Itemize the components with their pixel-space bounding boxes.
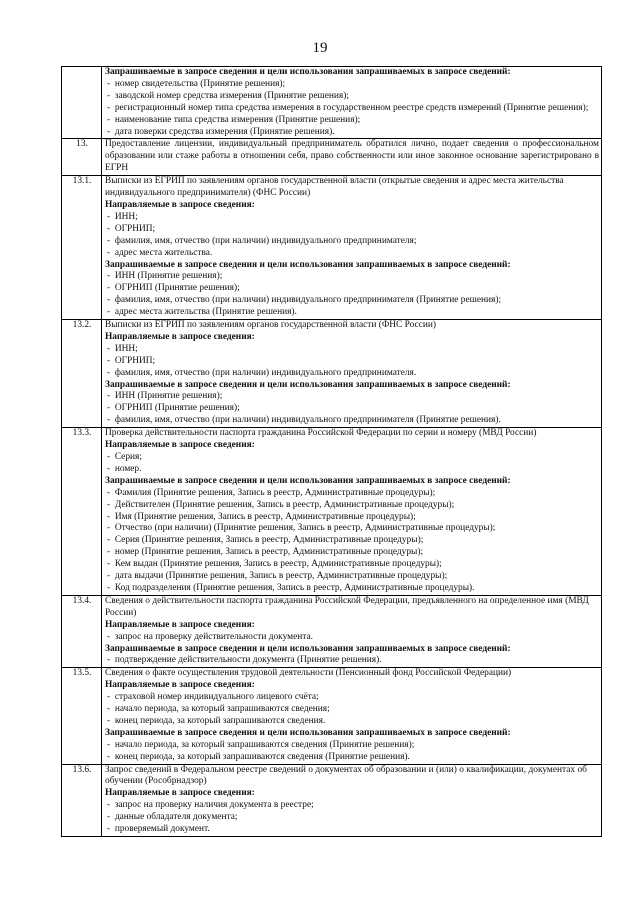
list-item: - адрес места жительства. <box>105 248 599 260</box>
list-item: - начало периода, за который запрашиваются сведения; <box>105 704 599 716</box>
section-heading: Запрашиваемые в запросе сведения и цели использования запрашиваемых в запросе сведений: <box>105 259 511 270</box>
list-item: - ИНН (Принятие решения); <box>105 391 599 403</box>
item-description <box>102 67 602 139</box>
list-item: - ОГРНИП; <box>105 356 599 368</box>
list-item: - дата выдачи (Принятие решения, Запись в реестр, Административные процедуры); <box>105 571 599 583</box>
list-item: - ОГРНИП (Принятие решения); <box>105 403 599 415</box>
list-item: - проверяемый документ. <box>105 824 599 836</box>
list-item: - дата поверки средства измерения (Принятие решения). <box>105 127 599 139</box>
table-row <box>62 428 602 596</box>
list-item: - Отчество (при наличии) (Принятие решения, Запись в реестр, Административные процедуры); <box>105 523 599 535</box>
list-item: - фамилия, имя, отчество (при наличии) индивидуального предпринимателя; <box>105 236 599 248</box>
list-item: - регистрационный номер типа средства измерения в государственном реестре средств измерений (Принятие решения); <box>105 103 599 115</box>
section-heading: Направляемые в запросе сведения: <box>105 619 255 630</box>
section-heading: Направляемые в запросе сведения: <box>105 331 255 342</box>
table-row <box>62 320 602 428</box>
section-heading: Запрашиваемые в запросе сведения и цели использования запрашиваемых в запросе сведений: <box>105 643 511 654</box>
text-line: Проверка действительности паспорта гражданина Российской Федерации по серии и номеру (МВД России) <box>105 428 537 439</box>
list-item: - запрос на проверку наличия документа в реестре; <box>105 800 599 812</box>
table-body <box>62 67 602 837</box>
item-description <box>102 428 602 596</box>
page-number: 19 <box>312 40 328 56</box>
table-row <box>62 139 602 176</box>
table-row <box>62 764 602 836</box>
list-item: - данные обладателя документа; <box>105 812 599 824</box>
list-item: - Действителен (Принятие решения, Запись в реестр, Административные процедуры); <box>105 500 599 512</box>
text-line: Предоставление лицензии, индивидуальный предприниматель обратился лично, подает сведения о профессиональном образовании или стаже работы в отношении себя, право собственности или иное законное основание зарегистрировано в ЕГРН <box>105 139 599 174</box>
text-line: Сведения о действительности паспорта гражданина Российской Федерации, предъявленного на определенное имя (МВД России) <box>105 595 589 618</box>
item-number: 13.3. <box>62 428 102 596</box>
text-line: Запрос сведений в Федеральном реестре сведений о документах об образовании и (или) о квалификации, документах об обучении (Рособрнадзор) <box>105 764 587 787</box>
list-item: - ИНН; <box>105 344 599 356</box>
section-heading: Запрашиваемые в запросе сведения и цели использования запрашиваемых в запросе сведений: <box>105 727 511 738</box>
text-line: Сведения о факте осуществления трудовой деятельности (Пенсионный фонд Российской Федерации) <box>105 668 512 679</box>
list-item: - фамилия, имя, отчество (при наличии) индивидуального предпринимателя (Принятие решения). <box>105 415 599 427</box>
item-number: 13.2. <box>62 320 102 428</box>
list-item: - Фамилия (Принятие решения, Запись в реестр, Административные процедуры); <box>105 488 599 500</box>
table-row <box>62 668 602 764</box>
section-heading: Направляемые в запросе сведения: <box>105 788 255 799</box>
list-item: - Кем выдан (Принятие решения, Запись в реестр, Административные процедуры); <box>105 559 599 571</box>
section-heading: Запрашиваемые в запросе сведения и цели использования запрашиваемых в запросе сведений: <box>105 379 511 390</box>
list-item: - ОГРНИП (Принятие решения); <box>105 283 599 295</box>
list-item: - начало периода, за который запрашиваются сведения (Принятие решения); <box>105 740 599 752</box>
item-number: 13.5. <box>62 668 102 764</box>
item-number: 13.1. <box>62 176 102 320</box>
text-line: Выписки из ЕГРИП по заявлениям органов государственной власти (открытые сведения и адрес места жительства индивидуального предпринимателя) (ФНС России) <box>105 176 564 199</box>
list-item: - номер (Принятие решения, Запись в реестр, Административные процедуры); <box>105 547 599 559</box>
list-item: - заводской номер средства измерения (Принятие решения); <box>105 91 599 103</box>
list-item: - номер свидетельства (Принятие решения); <box>105 79 599 91</box>
item-number: 13. <box>62 139 102 176</box>
list-item: - конец периода, за который запрашиваются сведения. <box>105 716 599 728</box>
list-item: - Код подразделения (Принятие решения, Запись в реестр, Административные процедуры). <box>105 583 599 595</box>
services-table <box>61 66 602 837</box>
section-heading: Запрашиваемые в запросе сведения и цели использования запрашиваемых в запросе сведений: <box>105 475 511 486</box>
list-item: - конец периода, за который запрашиваются сведения (Принятие решения). <box>105 752 599 764</box>
section-heading: Направляемые в запросе сведения: <box>105 440 255 451</box>
list-item: - адрес места жительства (Принятие решения). <box>105 307 599 319</box>
list-item: - запрос на проверку действительности документа. <box>105 632 599 644</box>
item-number <box>62 67 102 139</box>
section-heading: Направляемые в запросе сведения: <box>105 199 255 210</box>
item-description <box>102 595 602 667</box>
item-description <box>102 139 602 176</box>
item-description <box>102 320 602 428</box>
list-item: - Серия; <box>105 452 599 464</box>
list-item: - ОГРНИП; <box>105 224 599 236</box>
list-item: - Имя (Принятие решения, Запись в реестр, Административные процедуры); <box>105 512 599 524</box>
list-item: - номер. <box>105 464 599 476</box>
item-description <box>102 668 602 764</box>
table-row <box>62 67 602 139</box>
list-item: - ИНН; <box>105 212 599 224</box>
item-number: 13.6. <box>62 764 102 836</box>
list-item: - ИНН (Принятие решения); <box>105 271 599 283</box>
item-description <box>102 764 602 836</box>
list-item: - фамилия, имя, отчество (при наличии) индивидуального предпринимателя (Принятие решения); <box>105 295 599 307</box>
section-heading: Запрашиваемые в запросе сведения и цели использования запрашиваемых в запросе сведений: <box>105 67 511 77</box>
list-item: - фамилия, имя, отчество (при наличии) индивидуального предпринимателя. <box>105 368 599 380</box>
table-row <box>62 595 602 667</box>
list-item: - Серия (Принятие решения, Запись в реестр, Административные процедуры); <box>105 535 599 547</box>
table-row <box>62 176 602 320</box>
list-item: - наименование типа средства измерения (Принятие решения); <box>105 115 599 127</box>
list-item: - страховой номер индивидуального лицевого счёта; <box>105 692 599 704</box>
list-item: - подтверждение действительности документа (Принятие решения). <box>105 655 599 667</box>
section-heading: Направляемые в запросе сведения: <box>105 680 255 691</box>
item-number: 13.4. <box>62 595 102 667</box>
text-line: Выписки из ЕГРИП по заявлениям органов государственной власти (ФНС России) <box>105 320 437 331</box>
item-description <box>102 176 602 320</box>
